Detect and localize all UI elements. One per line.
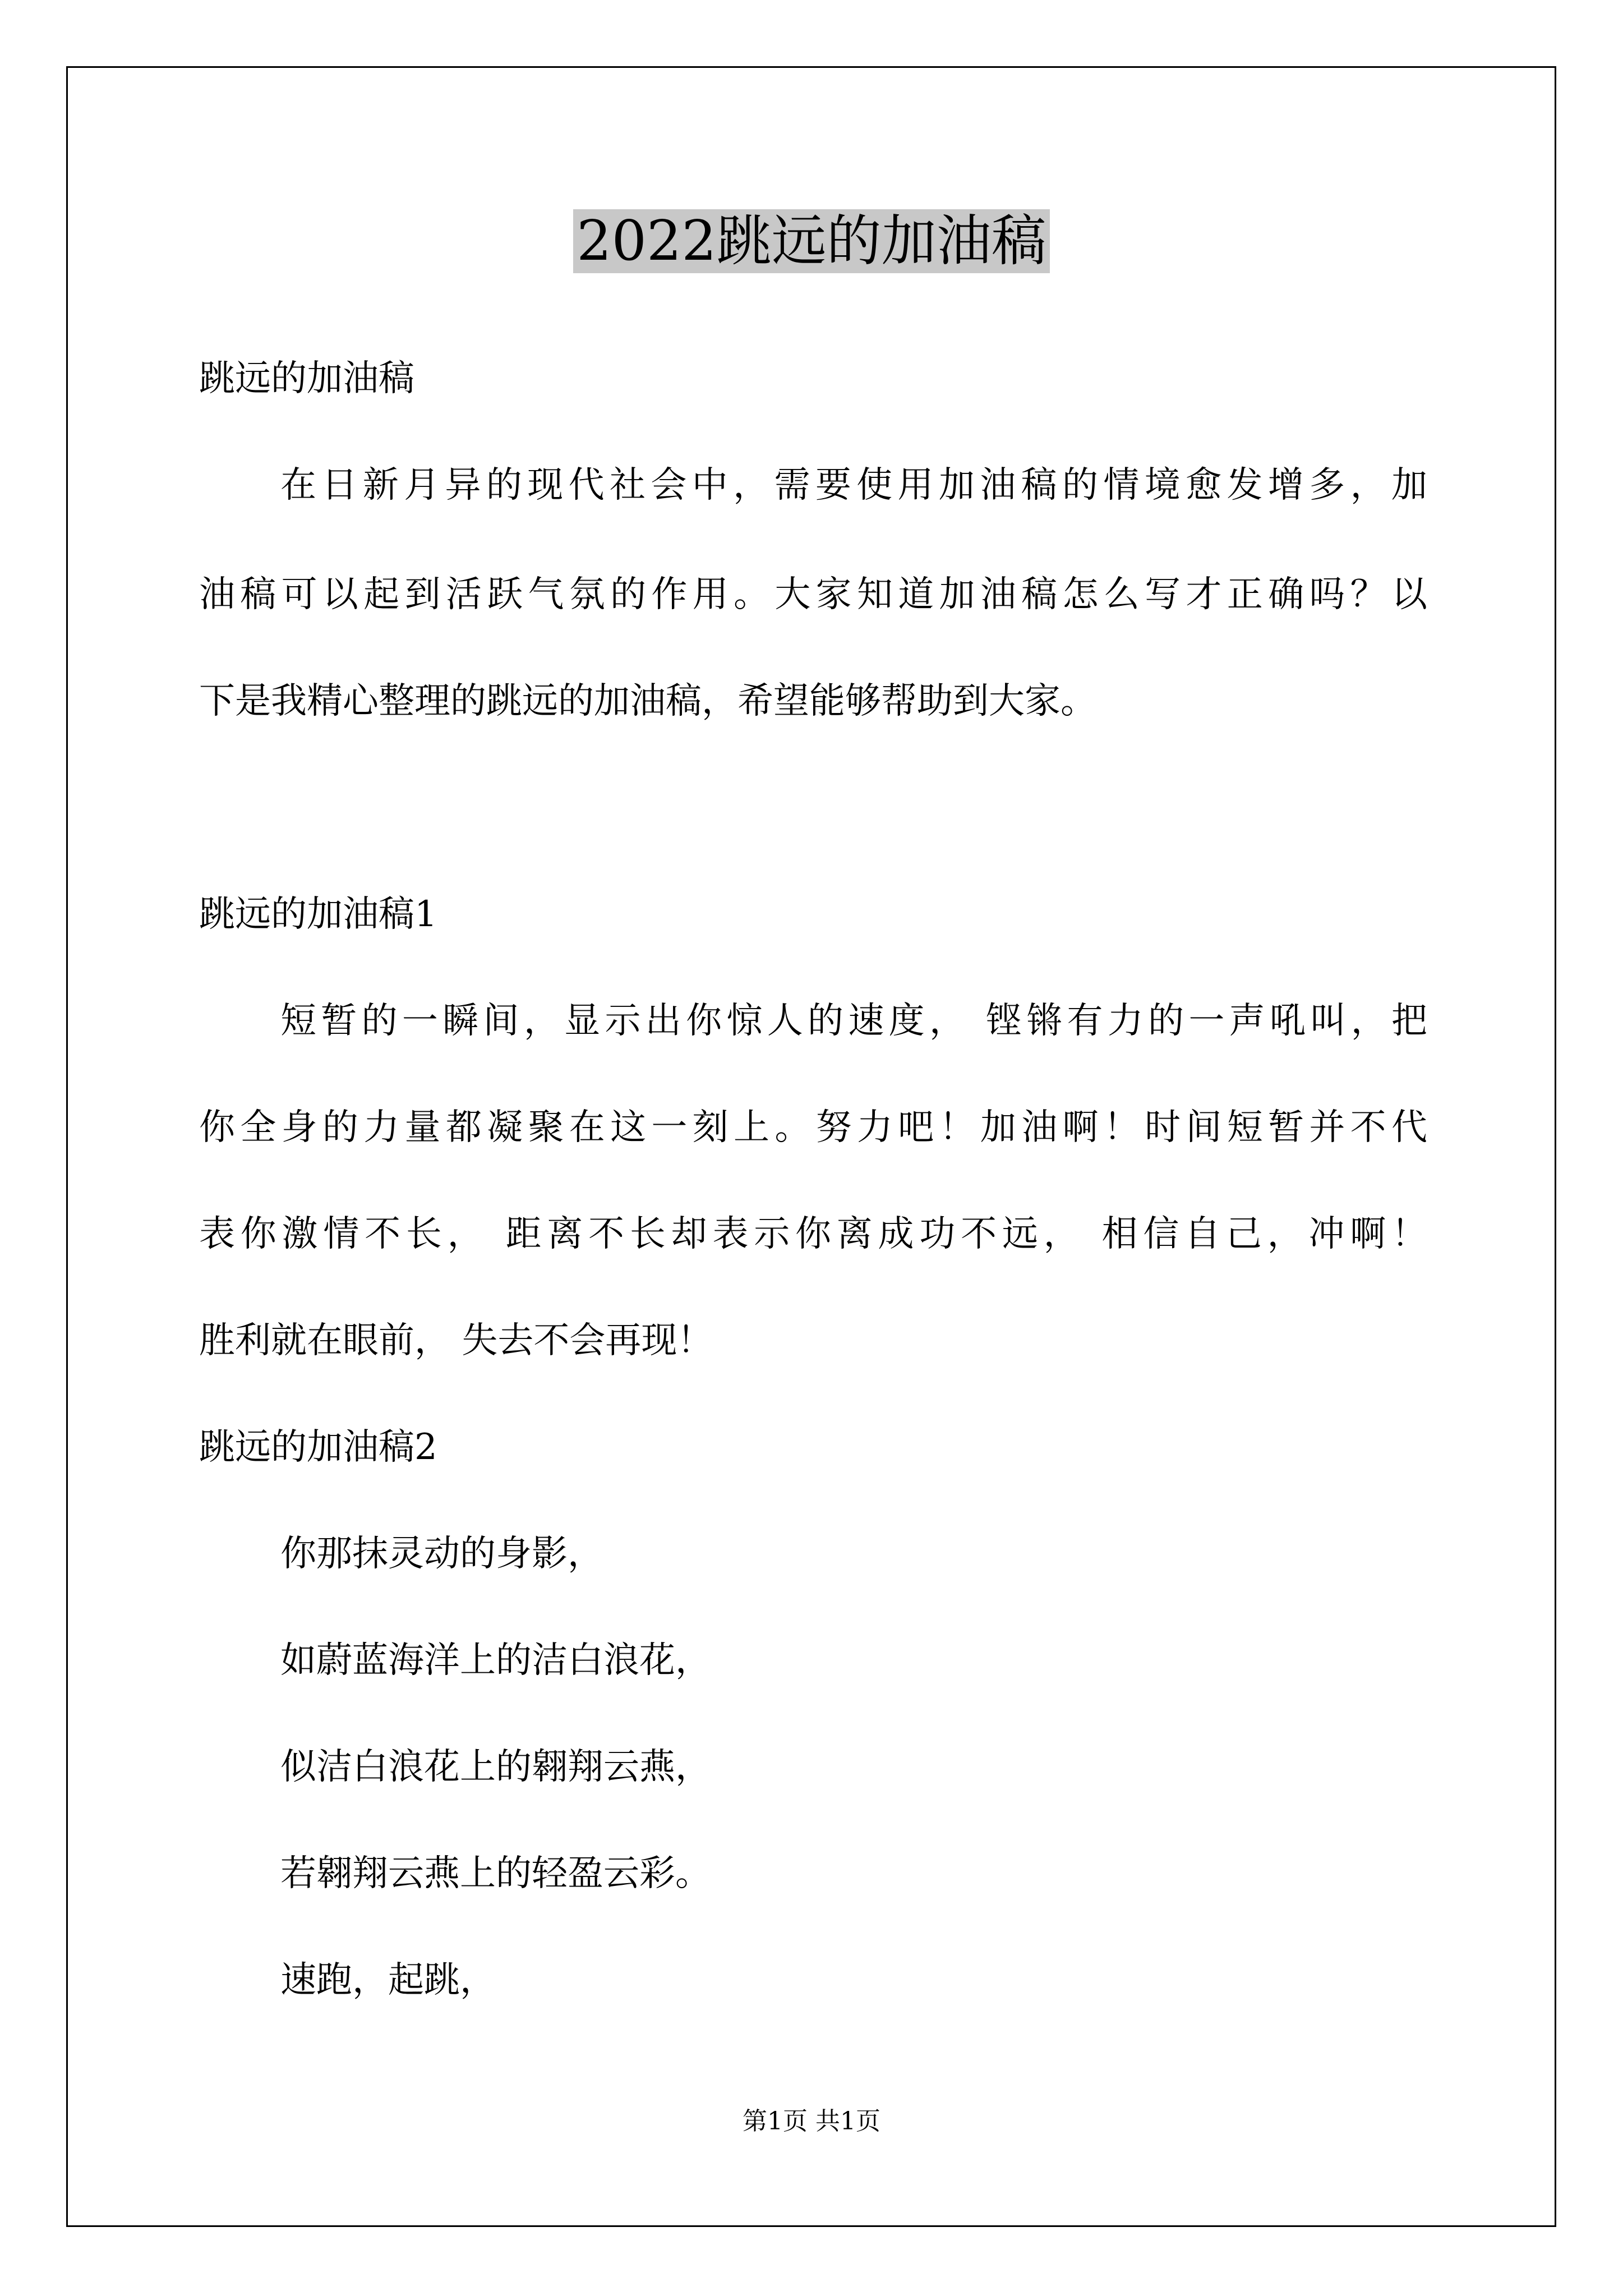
intro-heading: 跳远的加油稿: [199, 358, 414, 399]
document-title: 2022跳远的加油稿: [0, 205, 1623, 278]
section1-line-1: 短暂的一瞬间，显示出你惊人的速度， 铿锵有力的一声吼叫，把: [280, 1000, 1427, 1042]
poem-line-4: 若翱翔云燕上的轻盈云彩。: [280, 1853, 711, 1894]
poem-line-3: 似洁白浪花上的翱翔云燕，: [280, 1746, 711, 1788]
section1-line-3: 表你激情不长， 距离不长却表示你离成功不远， 相信自己，冲啊！: [199, 1213, 1427, 1255]
intro-paragraph-line-1: 在日新月异的现代社会中，需要使用加油稿的情境愈发增多，加: [280, 464, 1427, 506]
section-heading-1: 跳远的加油稿1: [199, 894, 437, 935]
section1-line-4: 胜利就在眼前， 失去不会再现！: [199, 1320, 713, 1361]
poem-line-5: 速跑，起跳，: [280, 1959, 496, 2001]
page-number-footer: 第1页 共1页: [743, 2107, 880, 2136]
intro-paragraph-line-3: 下是我精心整理的跳远的加油稿，希望能够帮助到大家。: [199, 680, 1096, 722]
poem-line-2: 如蔚蓝海洋上的洁白浪花，: [280, 1640, 711, 1681]
poem-line-1: 你那抹灵动的身影，: [280, 1533, 603, 1575]
section1-line-2: 你全身的力量都凝聚在这一刻上。努力吧！加油啊！时间短暂并不代: [199, 1107, 1427, 1148]
intro-paragraph-line-2: 油稿可以起到活跃气氛的作用。大家知道加油稿怎么写才正确吗？以: [199, 574, 1427, 615]
section-heading-2: 跳远的加油稿2: [199, 1427, 437, 1468]
